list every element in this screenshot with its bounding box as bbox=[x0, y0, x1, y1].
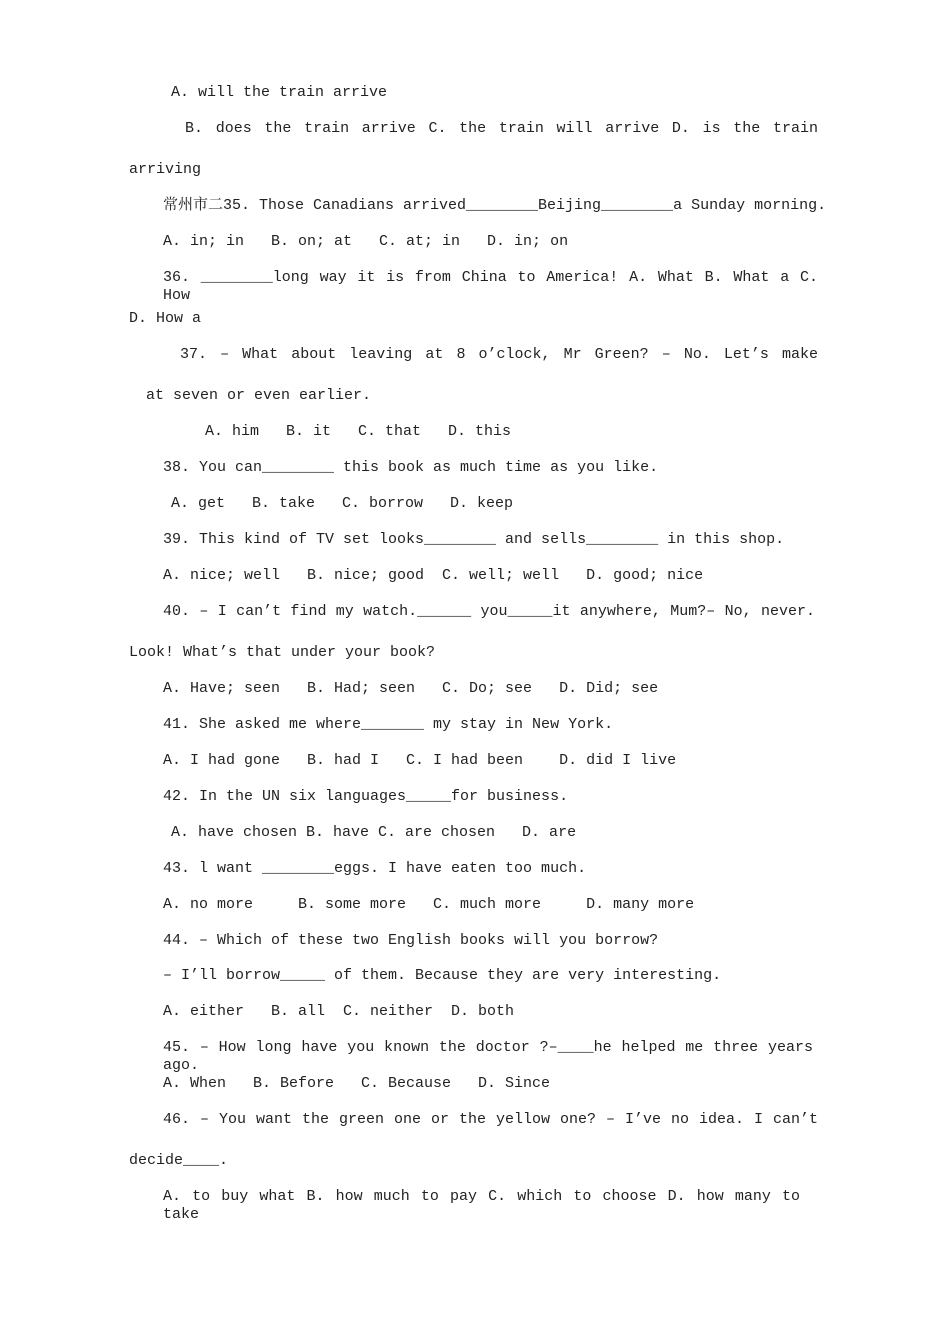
q38-question: 38. You can________ this book as much time as you like. bbox=[163, 459, 659, 476]
q37-options: A. him B. it C. that D. this bbox=[205, 423, 512, 440]
q35-options: A. in; in B. on; at C. at; in D. in; on bbox=[163, 233, 569, 250]
q34-option-d-cont: arriving bbox=[129, 161, 202, 178]
q46-question-cont: decide____. bbox=[129, 1152, 229, 1169]
q40-options: A. Have; seen B. Had; seen C. Do; see D. Did; see bbox=[163, 680, 659, 697]
q42-options: A. have chosen B. have C. are chosen D. are bbox=[171, 824, 577, 841]
q43-options: A. no more B. some more C. much more D. many more bbox=[163, 896, 695, 913]
q40-question: 40. – I can’t find my watch.______ you_____it anywhere, Mum?– No, never. bbox=[163, 603, 815, 620]
q37-question: 37. – What about leaving at 8 o’clock, Mr Green? – No. Let’s make bbox=[180, 346, 818, 363]
q36-question: 36. ________long way it is from China to America! A. What B. What a C. How bbox=[163, 269, 818, 304]
q41-question: 41. She asked me where_______ my stay in New York. bbox=[163, 716, 614, 733]
q45-options: A. When B. Before C. Because D. Since bbox=[163, 1075, 551, 1092]
q39-options: A. nice; well B. nice; good C. well; well D. good; nice bbox=[163, 567, 704, 584]
q39-question: 39. This kind of TV set looks________ and sells________ in this shop. bbox=[163, 531, 785, 548]
q43-question: 43. l want ________eggs. I have eaten too much. bbox=[163, 860, 587, 877]
q36-option-d: D. How a bbox=[129, 310, 202, 327]
q38-options: A. get B. take C. borrow D. keep bbox=[171, 495, 514, 512]
q34-option-a: A. will the train arrive bbox=[171, 84, 388, 101]
q46-question: 46. – You want the green one or the yellow one? – I’ve no idea. I can’t bbox=[163, 1111, 818, 1128]
q44-question-cont: – I’ll borrow_____ of them. Because they are very interesting. bbox=[163, 967, 722, 984]
q37-question-cont: at seven or even earlier. bbox=[146, 387, 372, 404]
q42-question: 42. In the UN six languages_____for business. bbox=[163, 788, 569, 805]
q44-options: A. either B. all C. neither D. both bbox=[163, 1003, 515, 1020]
q46-options: A. to buy what B. how much to pay C. which to choose D. how many to take bbox=[163, 1188, 800, 1223]
q44-question: 44. – Which of these two English books will you borrow? bbox=[163, 932, 659, 949]
q34-options-bcd: B. does the train arrive C. the train will arrive D. is the train bbox=[185, 120, 818, 137]
q45-question: 45. – How long have you known the doctor ?–____he helped me three years ago. bbox=[163, 1039, 813, 1074]
q35-question: 常州市二35. Those Canadians arrived________Beijing________a Sunday morning. bbox=[163, 197, 827, 214]
q40-question-cont: Look! What’s that under your book? bbox=[129, 644, 436, 661]
q41-options: A. I had gone B. had I C. I had been D. did I live bbox=[163, 752, 677, 769]
